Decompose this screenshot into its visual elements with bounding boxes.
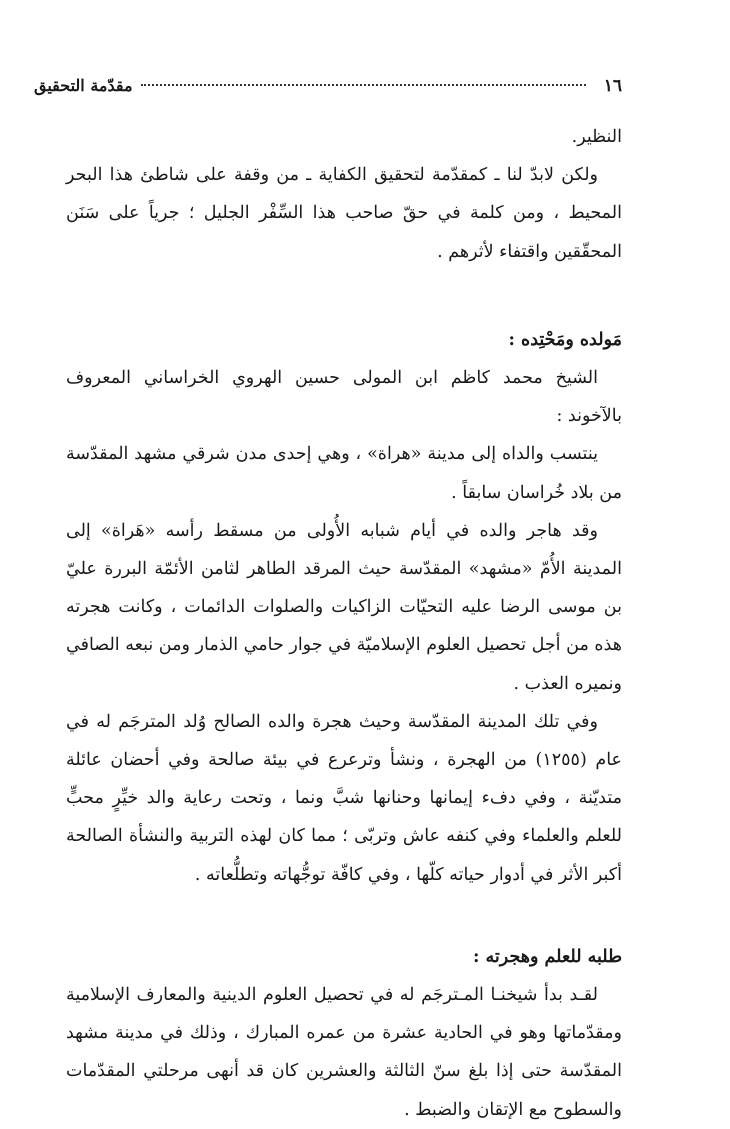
running-header xyxy=(34,76,622,106)
section-spacer xyxy=(66,271,622,321)
paragraph-early-studies: لقـد بدأ شيخنـا المـترجَم له في تحصيل العلوم الدينية والمعارف الإسلامية ومقدّماتها وهو في الحادية عشرة من عمره المبارك ، وذلك في مدينة مشهد المقدّسة حتى إذا بلغ سنّ الثالثة والعشرين كان قد أنهى مرحلتي المقدّمات والسطوح مع الإتقان والضبط . xyxy=(66,985,622,1120)
section-title: مقدّمة التحقيق xyxy=(34,76,133,95)
header-dot-leader xyxy=(141,84,586,86)
paragraph-lineage: ينتسب والداه إلى مدينة «هراة» ، وهي إحدى مدن شرقي مشهد المقدّسة من بلاد خُراسان سابقاً . xyxy=(66,444,622,503)
section-spacer xyxy=(66,894,622,938)
paragraph-closing-word: النظير. xyxy=(571,127,622,147)
paragraph-birth-upbringing: وفي تلك المدينة المقدّسة وحيث هجرة والده الصالح وُلد المترجَم له في عام (١٢٥٥) من الهجرة ، ونشأ وترعرع في بيئة صالحة وفي أحضان عائلة متديّنة ، وفي دفء إيمانها وحنانها شبَّ ونما ، وتحت رعاية والد خيِّرٍ محبٍّ للعلم والعلماء وفي كنفه عاش وتربّى ؛ مما كان لهذه التربية والنشأة الصالحة أكبر الأثر في أدوار حياته كلّها ، وفي كافّة توجُّهاته وتطلُّعاته . xyxy=(66,711,622,885)
heading-birth-and-origin: مَولده ومَحْتِده : xyxy=(508,329,622,350)
paragraph-father-migration: وقد هاجر والده في أيام شبابه الأُولى من مسقط رأسه «هَراة» إلى المدينة الأُمّ «مشهد» المقدّسة حيث المرقد الطاهر لثامن الأئمّة البررة عليّ بن موسى الرضا عليه التحيّات الزاكيات والصلوات الدائمات ، وكانت هجرته هذه من أجل تحصيل العلوم الإسلاميّة في جوار حامي الذمار ومن نبعه الصافي ونميره العذب . xyxy=(66,520,622,694)
paragraph-full-name: الشيخ محمد كاظم ابن المولى حسين الهروي الخراساني المعروف بالآخوند : xyxy=(66,368,622,427)
heading-study-and-migration: طلبه للعلم وهجرته : xyxy=(472,946,622,967)
page-body xyxy=(66,118,622,1129)
page-number: ١٦ xyxy=(603,76,622,96)
paragraph-intro: ولكن لابدّ لنا ـ كمقدّمة لتحقيق الكفاية ـ من وقفة على شاطئ هذا البحر المحيط ، ومن كلمة في حقّ صاحب هذا السِّفْر الجليل ؛ جرياً على سَنَن المحقّقين واقتفاء لأثرهم . xyxy=(66,165,622,262)
